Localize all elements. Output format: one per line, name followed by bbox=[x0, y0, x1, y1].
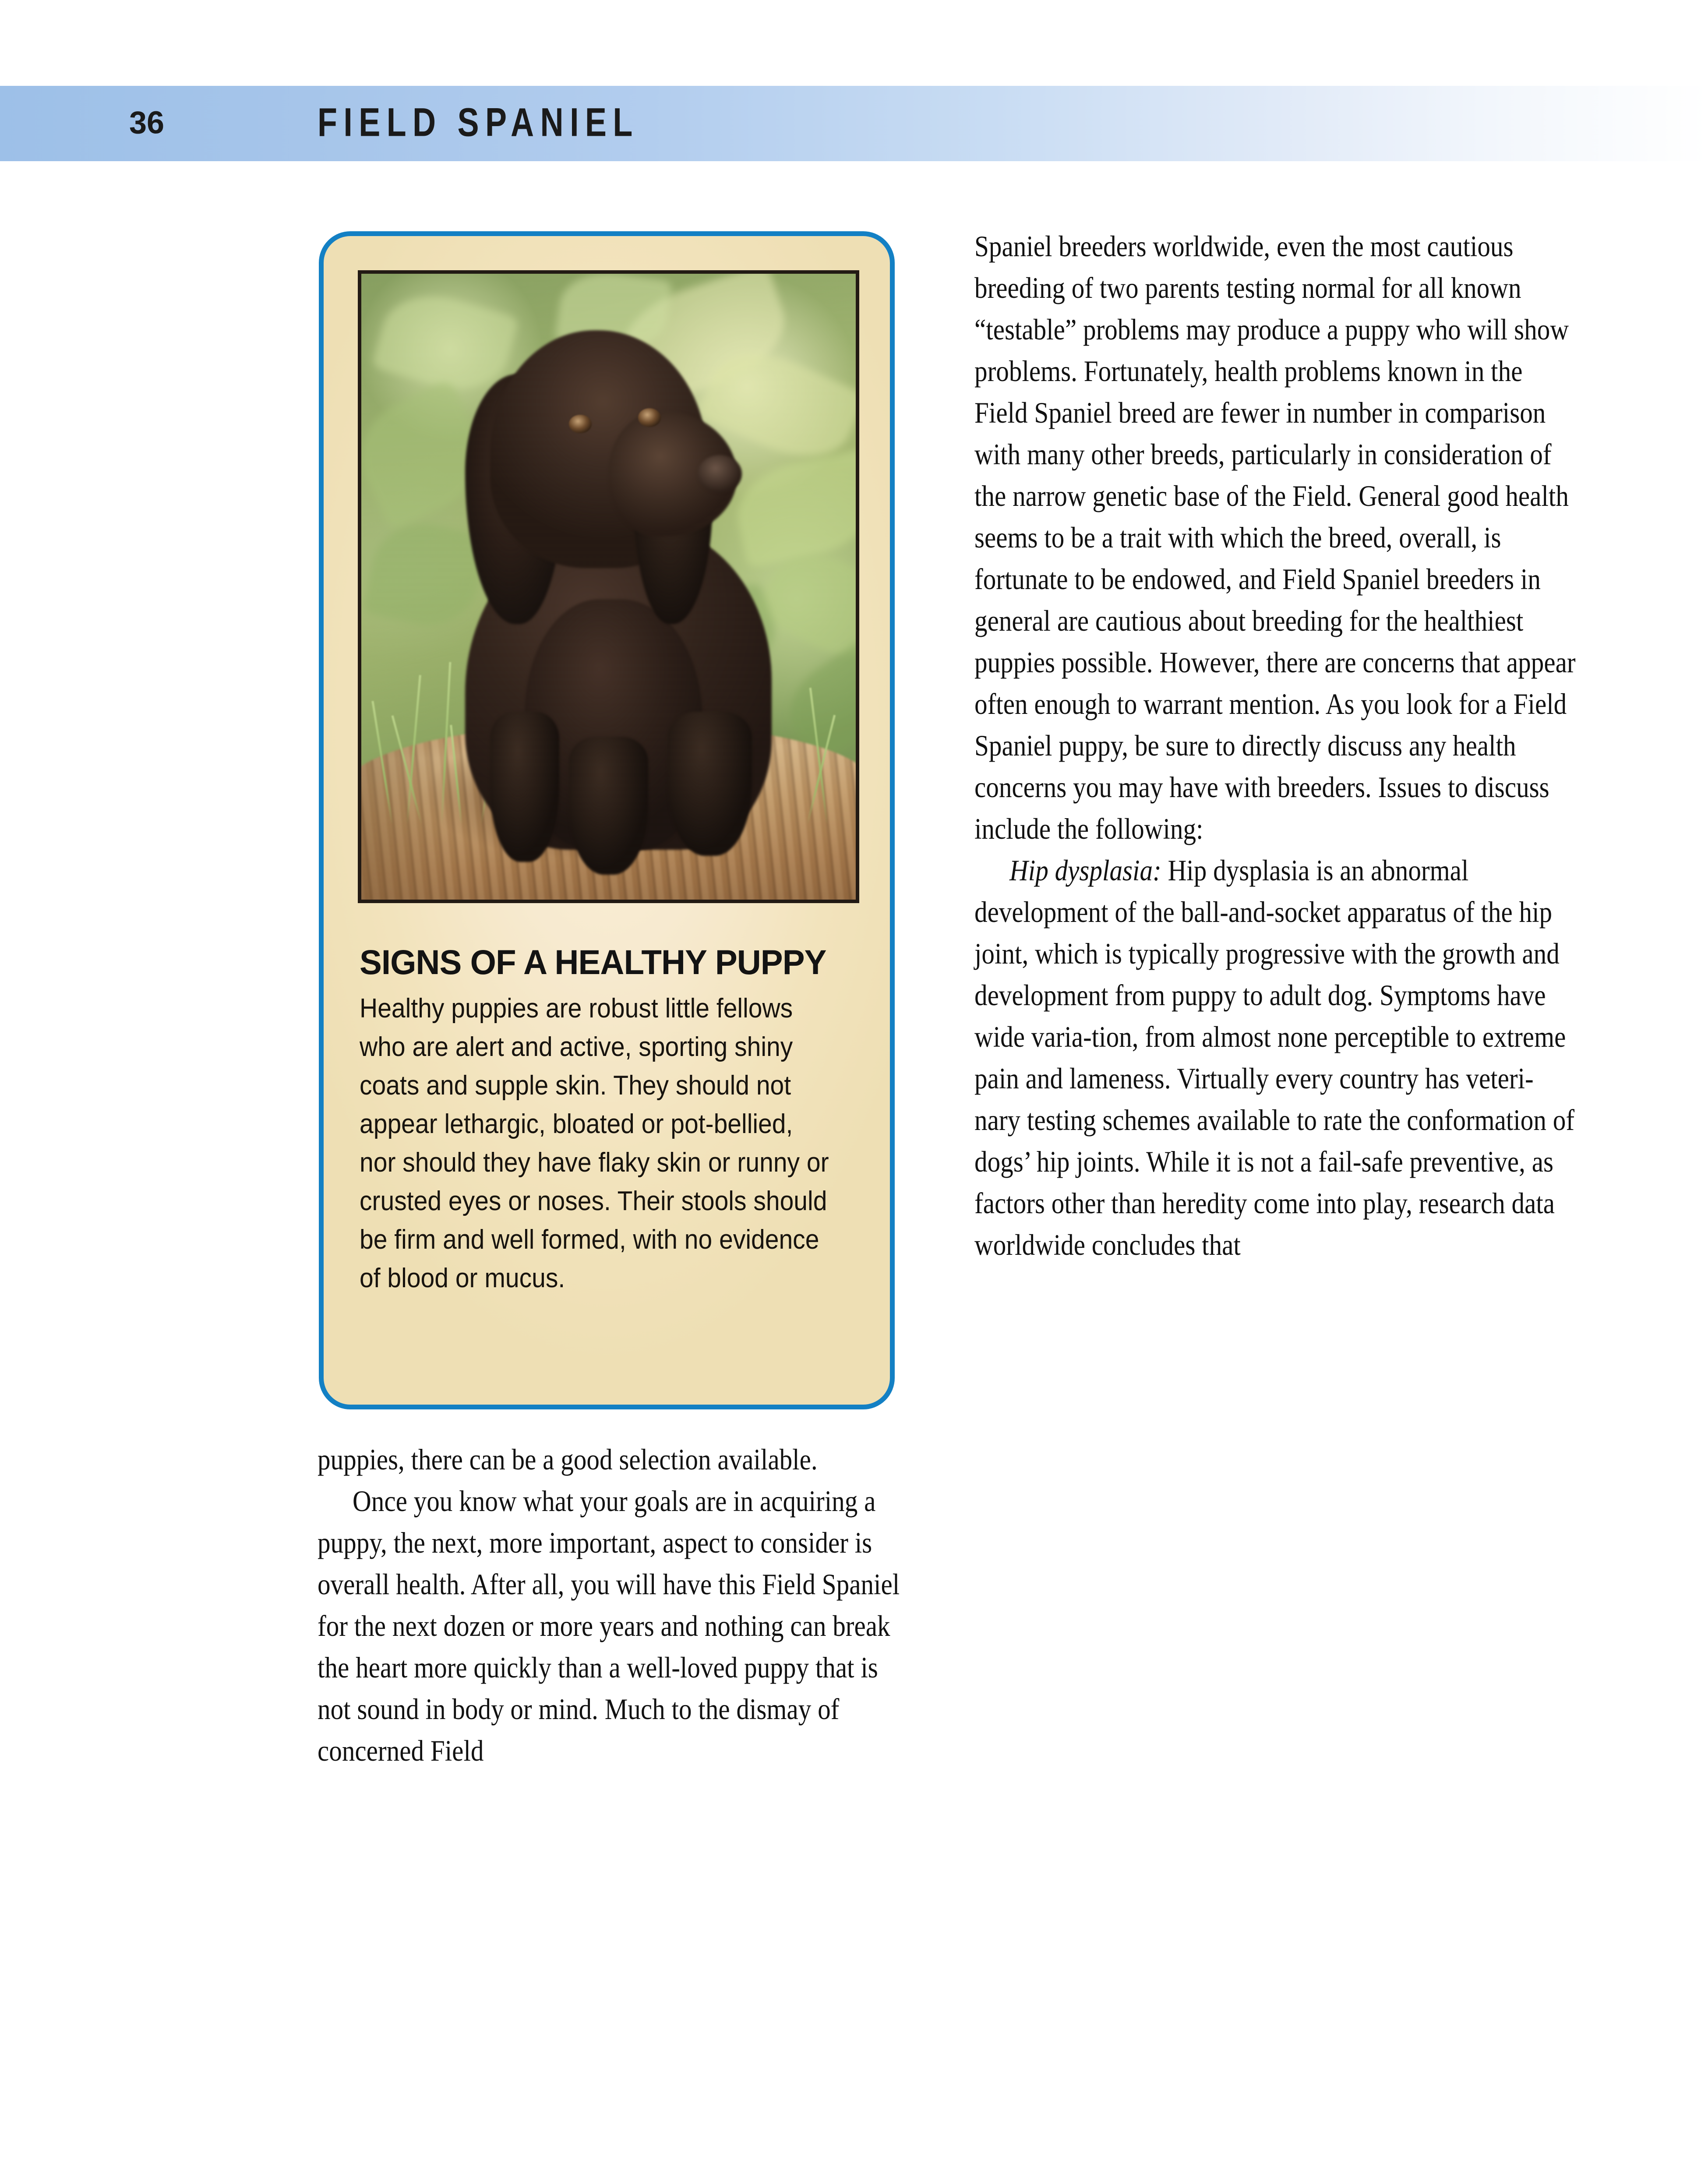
right-column-body bbox=[974, 226, 1577, 1266]
paragraph-right-1 bbox=[974, 226, 1577, 850]
term-hip-dysplasia: Hip dysplasia: bbox=[1009, 854, 1161, 887]
puppy-photo bbox=[358, 270, 859, 903]
puppy-eye bbox=[569, 415, 592, 434]
puppy-leg bbox=[490, 712, 559, 862]
running-head-title: FIELD SPANIEL bbox=[318, 100, 639, 145]
left-text-column bbox=[318, 1439, 900, 1772]
callout-body-text: Healthy puppies are robust little fellows who are alert and active, sporting shiny coats and supple skin. They should not appear lethargic, bloated or pot-bellied, nor should they have flaky skin or runny or crusted eyes or noses. Their stools should be firm and well formed, with no evidence of blood or mucus. bbox=[360, 993, 829, 1293]
paragraph-right-2-text: Hip dysplasia is an abnormal development of the ball-and-socket apparatus of the hip joint, which is typically progressive with the growth and development from puppy to adult dog. Symptoms have wide varia-tion, from almost none perceptible to extreme pain and lameness. Virtually every country has veteri-nary testing schemes available to rate the conformation of dogs’ hip joints. While it is not a fail-safe preventive, as factors other than heredity come into play, research data worldwide concludes that bbox=[974, 854, 1575, 1261]
paragraph-left-2-text: Once you know what your goals are in acquiring a puppy, the next, more important, aspect to consider is overall health. After all, you will have this Field Spaniel for the next dozen or more years and nothing can break the heart more quickly than a well-loved puppy that is not sound in body or mind. Much to the dismay of concerned Field bbox=[318, 1484, 900, 1767]
photo-background-foliage bbox=[361, 274, 856, 900]
paragraph-left-1-text: puppies, there can be a good selection available. bbox=[318, 1443, 818, 1476]
puppy-nose bbox=[698, 455, 742, 493]
paragraph-right-1-text: Spaniel breeders worldwide, even the most cautious breeding of two parents testing normal for all known “testable” problems may produce a puppy who will show problems. Fortunately, health problems known in the Field Spaniel breed are fewer in number in comparison with many other breeds, particularly in consideration of the narrow genetic base of the Field. General good health seems to be a trait with which the breed, overall, is fortunate to be endowed, and Field Spaniel breeders in general are cautious about breeding for the healthiest puppies possible. However, there are concerns that appear often enough to warrant mention. As you look for a Field Spaniel puppy, be sure to directly discuss any health concerns you may have with breeders. Issues to discuss include the following: bbox=[974, 230, 1576, 845]
callout-title: SIGNS OF A HEALTHY PUPPY bbox=[360, 943, 826, 982]
healthy-puppy-callout-box bbox=[319, 231, 895, 1409]
paragraph-right-2 bbox=[974, 850, 1577, 1266]
paragraph-left-1 bbox=[318, 1439, 900, 1480]
right-text-column bbox=[974, 226, 1577, 1266]
puppy-leg bbox=[668, 712, 752, 856]
page-number: 36 bbox=[129, 105, 165, 141]
puppy-eye bbox=[638, 408, 661, 427]
left-column-body bbox=[318, 1439, 900, 1772]
puppy-leg bbox=[569, 737, 648, 874]
paragraph-left-2 bbox=[318, 1480, 900, 1772]
